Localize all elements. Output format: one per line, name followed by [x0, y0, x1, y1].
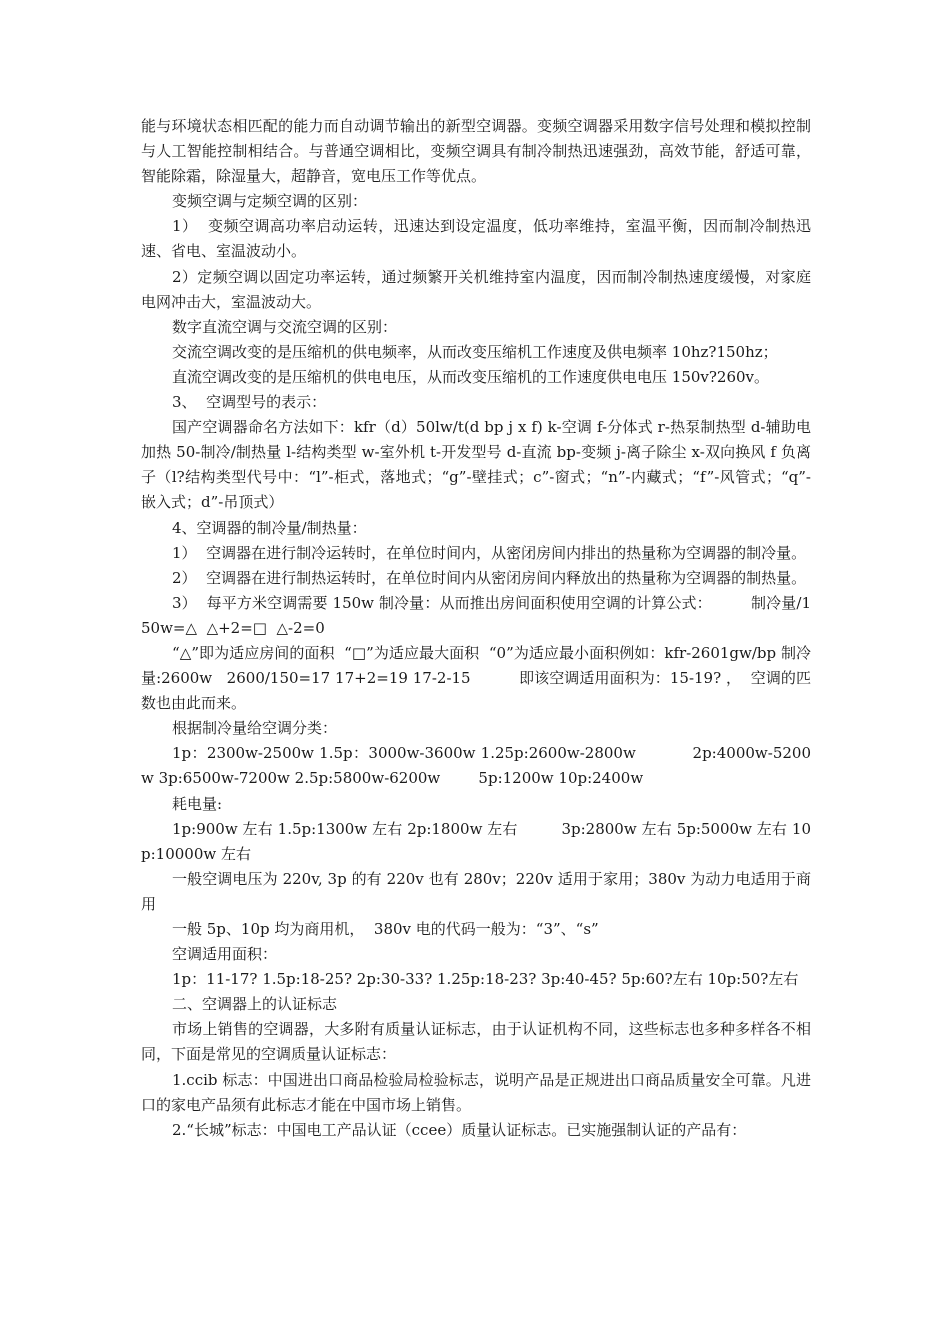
paragraph: 3） 每平方米空调需要 150w 制冷量：从而推出房间面积使用空调的计算公式： 制冷量/150w=△ △+2=□ △-2=0: [141, 593, 811, 637]
paragraph: 2.“长城”标志：中国电工产品认证（ccee）质量认证标志。已实施强制认证的产品有：: [172, 1120, 747, 1139]
paragraph: 4、空调器的制冷量/制热量：: [172, 518, 367, 537]
paragraph: 1p：2300w-2500w 1.5p：3000w-3600w 1.25p:2600w-2800w 2p:4000w-5200w 3p:6500w-7200w 2.5p:5800w-6200w 5p:1200w 10p:2400w: [141, 744, 811, 788]
paragraph: 2） 空调器在进行制热运转时，在单位时间内从密闭房间内释放出的热量称为空调器的制热量。: [172, 568, 807, 587]
paragraph: 1） 变频空调高功率启动运转，迅速达到设定温度，低功率维持，室温平衡，因而制冷制热迅速、省电、室温波动小。: [141, 217, 811, 261]
paragraph: 1.ccib 标志：中国进出口商品检验局检验标志，说明产品是正规进出口商品质量安全可靠。凡进口的家电产品须有此标志才能在中国市场上销售。: [141, 1070, 811, 1114]
document-body: [141, 114, 811, 1143]
paragraph: 能与环境状态相匹配的能力而自动调节输出的新型空调器。变频空调器采用数字信号处理和模拟控制与人工智能控制相结合。与普通空调相比，变频空调具有制冷制热迅速强劲，高效节能，舒适可靠，智能除霜，除湿量大，超静音，宽电压工作等优点。: [141, 117, 811, 186]
paragraph: 空调适用面积：: [172, 945, 278, 964]
paragraph: 3、 空调型号的表示：: [172, 393, 327, 412]
paragraph: 1p：11-17? 1.5p:18-25? 2p:30-33? 1.25p:18-23? 3p:40-45? 5p:60?左右 10p:50?左右: [172, 970, 799, 989]
paragraph: 二、空调器上的认证标志: [172, 995, 338, 1014]
paragraph: 市场上销售的空调器，大多附有质量认证标志，由于认证机构不同，这些标志也多种多样各不相同，下面是常见的空调质量认证标志：: [141, 1020, 811, 1064]
paragraph: 根据制冷量给空调分类：: [172, 719, 338, 738]
paragraph: 国产空调器命名方法如下：kfr（d）50lw/t(d bp j x f) k-空调 f-分体式 r-热泵制热型 d-辅助电加热 50-制冷/制热量 l-结构类型 w-室外机 t-开发型号 d-直流 bp-变频 j-离子除尘 x-双向换风 f 负离子（l?结构类型代号中：“l”-柜式，落地式；“g”-壁挂式；c”-窗式；“n”-内藏式；“f”-风管式；“q”-嵌入式；d”-吊顶式）: [141, 418, 811, 512]
paragraph: 耗电量:: [172, 794, 223, 813]
paragraph: 1） 空调器在进行制冷运转时，在单位时间内，从密闭房间内排出的热量称为空调器的制冷量。: [172, 543, 807, 562]
paragraph: 一般 5p、10p 均为商用机， 380v 电的代码一般为：“3”、“s”: [172, 920, 599, 938]
paragraph: 变频空调与定频空调的区别：: [172, 192, 368, 211]
paragraph: 1p:900w 左右 1.5p:1300w 左右 2p:1800w 左右 3p:2800w 左右 5p:5000w 左右 10p:10000w 左右: [141, 819, 811, 863]
paragraph: 2）定频空调以固定功率运转，通过频繁开关机维持室内温度，因而制冷制热速度缓慢，对家庭电网冲击大，室温波动大。: [141, 267, 811, 311]
paragraph: 数字直流空调与交流空调的区别：: [172, 317, 398, 336]
paragraph: “△”即为适应房间的面积 “□”为适应最大面积 “0”为适应最小面积例如：kfr-2601gw/bp 制冷量:2600w 2600/150=17 17+2=19 17-2-15 即该空调适用面积为：15-19? ， 空调的匹数也由此而来。: [141, 643, 811, 713]
paragraph: 交流空调改变的是压缩机的供电频率，从而改变压缩机工作速度及供电频率 10hz?150hz；: [172, 342, 778, 361]
paragraph: 直流空调改变的是压缩机的供电电压，从而改变压缩机的工作速度供电电压 150v?260v。: [172, 367, 770, 386]
paragraph: 一般空调电压为 220v, 3p 的有 220v 也有 280v；220v 适用于家用；380v 为动力电适用于商用: [141, 869, 811, 913]
